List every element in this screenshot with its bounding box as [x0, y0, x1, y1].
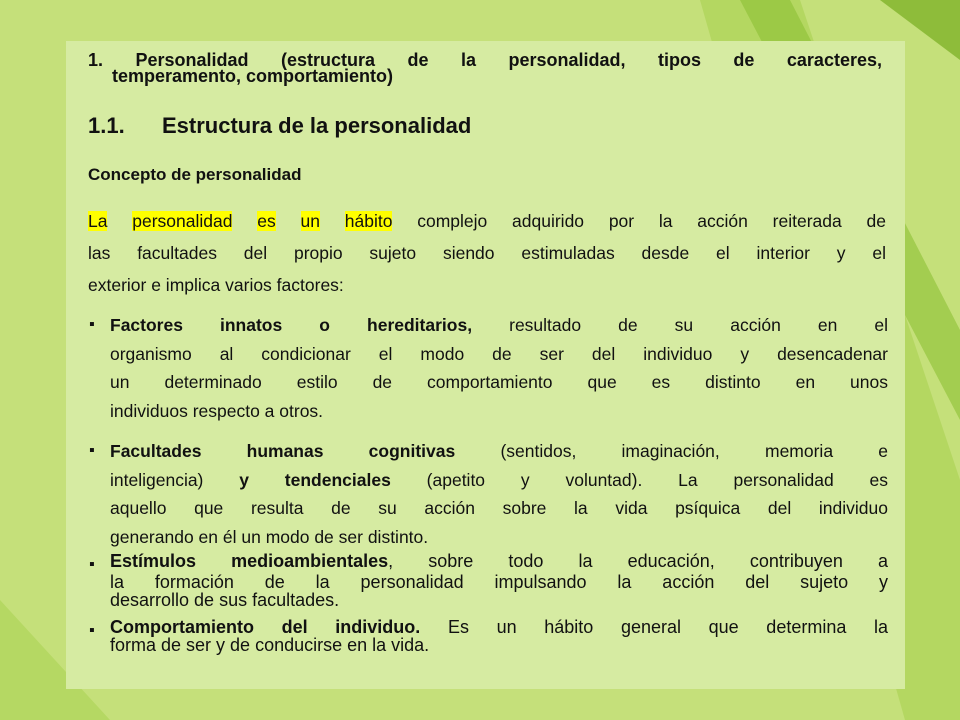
- highlight-word: personalidad: [132, 211, 233, 231]
- section-number: 1.1.: [88, 113, 125, 138]
- bullet-marker: ▪: [89, 316, 95, 333]
- intro-line-1-rest: complejo adquirido por la acción reiterada de: [392, 211, 886, 231]
- bullet-2-line-2: [110, 466, 888, 495]
- bullet-marker: ▪: [89, 556, 95, 573]
- bullet-marker: ▪: [89, 622, 95, 639]
- bullet-1-line-3: un determinado estilo de comportamiento que es distinto en unos: [110, 372, 888, 392]
- bullet-marker: ▪: [89, 442, 95, 459]
- bullet-2-line-2-b: (apetito y voluntad). La personalidad es: [390, 470, 888, 490]
- bullet-2-line-4: generando en él un modo de ser distinto.: [110, 527, 429, 547]
- highlight-word: un: [300, 211, 320, 231]
- bullet-2-bold: Facultades humanas cognitivas: [110, 441, 456, 461]
- heading-1-line-2: temperamento, comportamiento): [112, 66, 394, 86]
- bullet-2-line-1: [110, 437, 888, 466]
- intro-line-2: las facultades del propio sujeto siendo estimuladas desde el interior y el: [88, 243, 886, 263]
- bullet-3-line-2: la formación de la personalidad impulsando la acción del sujeto y: [110, 572, 888, 592]
- bullet-2-bold-2: y tendenciales: [239, 470, 391, 490]
- bullet-3-line-3: desarrollo de sus facultades.: [110, 590, 340, 610]
- bullet-1-line-2: organismo al condicionar el modo de ser del individuo y desencadenar: [110, 344, 888, 364]
- subheading: Concepto de personalidad: [88, 165, 302, 184]
- section-title: Estructura de la personalidad: [162, 113, 472, 138]
- bullet-2-line-2-a: inteligencia): [110, 470, 240, 490]
- heading-1-line-1: 1. Personalidad (estructura de la personalidad, tipos de caracteres,: [88, 50, 882, 70]
- intro-line-1: [88, 205, 886, 238]
- bullet-3-bold: Estímulos medioambientales: [110, 551, 389, 571]
- bullet-3-line-1: [110, 552, 888, 571]
- bullet-4-line-2: forma de ser y de conducirse en la vida.: [110, 635, 430, 655]
- bullet-4-bold: Comportamiento del individuo.: [110, 617, 421, 637]
- bullet-1-bold: Factores innatos o hereditarios,: [110, 315, 473, 335]
- bullet-1-line-4: individuos respecto a otros.: [110, 401, 324, 421]
- bullet-2-line-1-rest: (sentidos, imaginación, memoria e: [455, 441, 888, 461]
- bullet-1-line-1: [110, 311, 888, 340]
- highlight-word: es: [257, 211, 276, 231]
- highlight-word: La: [88, 211, 108, 231]
- bullet-4-line-1-rest: Es un hábito general que determina la: [420, 617, 889, 637]
- intro-line-3: exterior e implica varios factores:: [88, 275, 344, 295]
- bullet-1-line-1-rest: resultado de su acción en el: [472, 315, 888, 335]
- bullet-2-line-3: aquello que resulta de su acción sobre la vida psíquica del individuo: [110, 498, 888, 518]
- bullet-3-line-1-rest: , sobre todo la educación, contribuyen a: [388, 551, 888, 571]
- highlight-word: hábito: [344, 211, 393, 231]
